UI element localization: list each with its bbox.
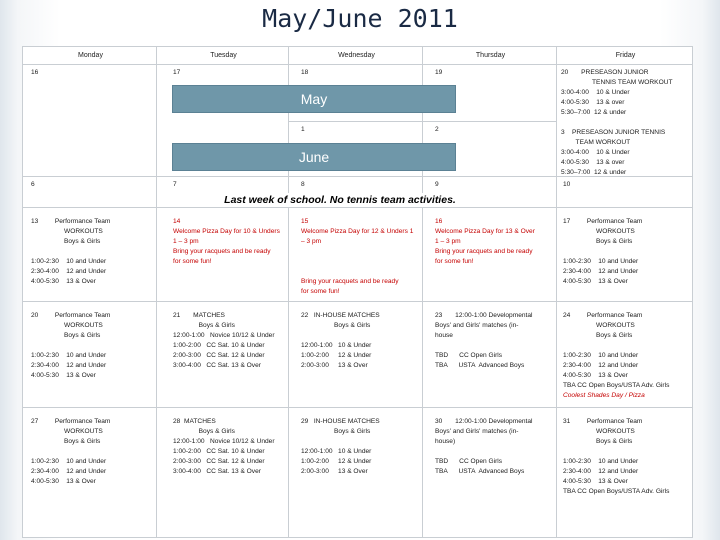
cell-line: 17 bbox=[173, 69, 181, 76]
cell-line: Boys & Girls bbox=[173, 322, 235, 329]
cell-line: Welcome Pizza Day for 12 & Unders 1 bbox=[301, 228, 414, 235]
day-cell bbox=[556, 301, 693, 408]
cell-line: 23 12:00-1:00 Developmental bbox=[435, 312, 533, 319]
header-cell bbox=[288, 46, 423, 65]
cell-line: 27 Performance Team bbox=[31, 418, 111, 425]
cell-line: Bring your racquets and be ready bbox=[435, 248, 533, 255]
day-cell bbox=[422, 301, 557, 408]
cell-line: 2:30-4:00 12 and Under bbox=[563, 268, 639, 275]
cell-line: TBA USTA Advanced Boys bbox=[435, 468, 525, 475]
cell-line: 3:00-4:00 CC Sat. 13 & Over bbox=[173, 468, 261, 475]
cell-line: 28 MATCHES bbox=[173, 418, 216, 425]
cell-line: 3 PRESEASON JUNIOR TENNIS bbox=[561, 129, 666, 136]
day-cell bbox=[288, 407, 423, 538]
day-cell bbox=[556, 207, 693, 302]
header-monday: Monday bbox=[78, 52, 103, 59]
cell-line bbox=[301, 437, 380, 447]
cell-line: 2:30-4:00 12 and Under bbox=[31, 468, 107, 475]
header-friday: Friday bbox=[615, 52, 636, 59]
cell-line: 14 bbox=[173, 218, 181, 225]
day-cell bbox=[288, 207, 423, 302]
cell-line: 1 – 3 pm bbox=[435, 238, 461, 245]
cell-line: 31 Performance Team bbox=[563, 418, 643, 425]
day-cell bbox=[22, 207, 157, 302]
day-text bbox=[435, 125, 439, 135]
cell-line: 3:00-4:00 10 & Under bbox=[561, 89, 630, 96]
day-text bbox=[301, 417, 380, 477]
cell-line: 4:00-5:30 13 & Over bbox=[31, 478, 96, 485]
cell-line: Boys & Girls bbox=[31, 238, 101, 245]
cell-line bbox=[563, 447, 669, 457]
header-tuesday: Tuesday bbox=[210, 52, 237, 59]
day-text bbox=[435, 68, 442, 78]
cell-line: WORKOUTS bbox=[563, 322, 635, 329]
cell-line: Welcome Pizza Day for 10 & Unders bbox=[173, 228, 280, 235]
day-cell bbox=[288, 301, 423, 408]
cell-line: WORKOUTS bbox=[563, 228, 635, 235]
day-text bbox=[173, 68, 180, 78]
cell-line: 3:00-4:00 CC Sat. 13 & Over bbox=[173, 362, 261, 369]
day-text bbox=[31, 217, 110, 287]
cell-line: 2:00-3:00 CC Sat. 12 & Under bbox=[173, 458, 265, 465]
cell-line: Welcome Pizza Day for 13 & Over bbox=[435, 228, 535, 235]
cell-line: Boys' and Girls' matches (in- bbox=[435, 322, 519, 329]
cell-line: Boys & Girls bbox=[31, 332, 101, 339]
cell-line: TBD CC Open Girls bbox=[435, 458, 503, 465]
cell-line: TBA CC Open Boys/USTA Adv. Girls bbox=[563, 488, 670, 495]
day-text bbox=[31, 311, 110, 381]
cell-line bbox=[301, 267, 413, 277]
cell-line bbox=[31, 447, 110, 457]
cell-line: 1:00-2:30 10 and Under bbox=[563, 352, 639, 359]
cell-line: Boys & Girls bbox=[563, 238, 633, 245]
cell-line: 4:00-5:30 13 & Over bbox=[563, 278, 628, 285]
may-banner: May bbox=[172, 85, 456, 113]
day-text bbox=[301, 68, 308, 78]
cell-line: 1:00-2:30 10 and Under bbox=[563, 258, 639, 265]
header-cell bbox=[422, 46, 557, 65]
cell-line: WORKOUTS bbox=[31, 428, 103, 435]
cell-line: Boys & Girls bbox=[301, 428, 371, 435]
cell-line: 7 bbox=[173, 181, 177, 188]
cell-line: 9 bbox=[435, 181, 439, 188]
cell-line: 19 bbox=[435, 69, 443, 76]
day-cell bbox=[22, 64, 157, 177]
cell-line: Bring your racquets and be ready bbox=[173, 248, 271, 255]
day-text bbox=[31, 417, 110, 487]
header-thursday: Thursday bbox=[475, 52, 506, 59]
cell-line: 22 IN-HOUSE MATCHES bbox=[301, 312, 380, 319]
cell-line: 12:00-1:00 10 & Under bbox=[301, 448, 372, 455]
day-text bbox=[563, 180, 570, 190]
cell-line: 20 Performance Team bbox=[31, 312, 111, 319]
day-text bbox=[561, 68, 673, 177]
cell-line: 1:00-2:30 10 and Under bbox=[563, 458, 639, 465]
june-banner: June bbox=[172, 143, 456, 171]
cell-line: 16 bbox=[31, 69, 39, 76]
cell-line: 2 bbox=[435, 126, 439, 133]
day-text bbox=[563, 417, 669, 497]
cell-line: 1:00-2:00 CC Sat. 10 & Under bbox=[173, 342, 265, 349]
cell-line bbox=[435, 447, 533, 457]
cell-line: WORKOUTS bbox=[31, 322, 103, 329]
cell-line: 4:00-5:30 13 & over bbox=[561, 159, 625, 166]
cell-line: 12:00-1:00 Novice 10/12 & Under bbox=[173, 332, 275, 339]
cell-line: 3:00-4:00 10 & Under bbox=[561, 149, 630, 156]
cell-line: for some fun! bbox=[301, 288, 340, 295]
cell-line: Boys & Girls bbox=[173, 428, 235, 435]
cell-line: 1 bbox=[301, 126, 305, 133]
header-cell bbox=[556, 46, 693, 65]
cell-line: for some fun! bbox=[173, 258, 212, 265]
day-text bbox=[435, 180, 439, 190]
cell-line: – 3 pm bbox=[301, 238, 322, 245]
day-text bbox=[563, 311, 669, 391]
cell-line: 4:00-5:30 13 & Over bbox=[563, 372, 628, 379]
cell-line: Boys & Girls bbox=[563, 438, 633, 445]
calendar-grid bbox=[22, 46, 693, 538]
cell-line: 1:00-2:30 10 and Under bbox=[31, 458, 107, 465]
cell-line: Boys & Girls bbox=[31, 438, 101, 445]
day-text bbox=[173, 180, 177, 190]
cell-line: 29 IN-HOUSE MATCHES bbox=[301, 418, 380, 425]
day-text bbox=[31, 180, 35, 190]
cell-line: 12:00-1:00 10 & Under bbox=[301, 342, 372, 349]
cell-line: for some fun! bbox=[435, 258, 474, 265]
cell-line: 15 bbox=[301, 218, 309, 225]
day-text bbox=[563, 217, 642, 287]
cell-line: TBD CC Open Girls bbox=[435, 352, 503, 359]
cell-line: TENNIS TEAM WORKOUT bbox=[561, 79, 673, 86]
cell-line: 20 PRESEASON JUNIOR bbox=[561, 69, 649, 76]
day-cell bbox=[556, 64, 693, 177]
day-text bbox=[435, 217, 535, 267]
header-cell bbox=[22, 46, 157, 65]
day-text bbox=[173, 217, 280, 267]
day-cell bbox=[156, 407, 289, 538]
cell-line: 30 12:00-1:00 Developmental bbox=[435, 418, 533, 425]
cell-line: 2:00-3:00 13 & Over bbox=[301, 468, 368, 475]
cell-line: 4:00-5:30 13 & Over bbox=[31, 372, 96, 379]
cell-line: 1:00-2:00 12 & Under bbox=[301, 458, 372, 465]
cell-line: Bring your racquets and be ready bbox=[301, 278, 399, 285]
cell-line: 1:00-2:30 10 and Under bbox=[31, 258, 107, 265]
cell-line: WORKOUTS bbox=[563, 428, 635, 435]
cell-line bbox=[561, 118, 673, 128]
cell-line: Boys' and Girls' matches (in- bbox=[435, 428, 519, 435]
header-wednesday: Wednesday bbox=[338, 52, 375, 59]
day-cell bbox=[156, 207, 289, 302]
cell-line: 12:00-1:00 Novice 10/12 & Under bbox=[173, 438, 275, 445]
day-cell bbox=[422, 407, 557, 538]
cell-line: 1:00-2:00 12 & Under bbox=[301, 352, 372, 359]
day-text bbox=[173, 417, 275, 477]
cell-line bbox=[301, 257, 413, 267]
cell-line: 17 Performance Team bbox=[563, 218, 643, 225]
day-cell bbox=[156, 301, 289, 408]
cell-line: Boys & Girls bbox=[301, 322, 371, 329]
day-text bbox=[173, 311, 275, 371]
page-title: May/June 2011 bbox=[262, 4, 458, 33]
cell-line: 5:30–7:00 12 & under bbox=[561, 109, 627, 116]
day-text bbox=[301, 217, 413, 297]
cell-line: Boys & Girls bbox=[563, 332, 633, 339]
cell-line: house) bbox=[435, 438, 456, 445]
last-week-note: Last week of school. No tennis team activities. bbox=[202, 193, 478, 208]
cell-line: house bbox=[435, 332, 453, 339]
cell-line: 10 bbox=[563, 181, 571, 188]
day-cell bbox=[22, 176, 157, 208]
cell-line: TEAM WORKOUT bbox=[561, 139, 631, 146]
cell-line: 8 bbox=[301, 181, 305, 188]
cell-line: 1 – 3 pm bbox=[173, 238, 199, 245]
cell-line: TBA USTA Advanced Boys bbox=[435, 362, 525, 369]
cell-line: 5:30–7:00 12 & under bbox=[561, 169, 627, 176]
cell-line bbox=[31, 341, 110, 351]
cell-line bbox=[301, 247, 413, 257]
day-text bbox=[301, 180, 305, 190]
day-cell bbox=[22, 301, 157, 408]
day-text bbox=[435, 417, 533, 477]
cell-line: 16 bbox=[435, 218, 443, 225]
day-cell bbox=[556, 176, 693, 208]
cell-line: 1:00-2:00 CC Sat. 10 & Under bbox=[173, 448, 265, 455]
cell-line: 4:00-5:30 13 & Over bbox=[563, 478, 628, 485]
cell-line: 2:30-4:00 12 and Under bbox=[31, 268, 107, 275]
cell-line: 2:30-4:00 12 and Under bbox=[563, 362, 639, 369]
cell-line: 21 MATCHES bbox=[173, 312, 225, 319]
day-text bbox=[435, 311, 533, 371]
day-cell bbox=[422, 207, 557, 302]
cell-line: 24 Performance Team bbox=[563, 312, 643, 319]
day-text bbox=[301, 311, 380, 371]
cell-line: 4:00-5:30 13 & Over bbox=[31, 278, 96, 285]
cell-line: 13 Performance Team bbox=[31, 218, 111, 225]
cell-line bbox=[435, 341, 533, 351]
cell-line: 2:30-4:00 12 and Under bbox=[31, 362, 107, 369]
cell-line: 4:00-5:30 13 & over bbox=[561, 99, 625, 106]
cell-line: WORKOUTS bbox=[31, 228, 103, 235]
cell-line: 2:00-3:00 13 & Over bbox=[301, 362, 368, 369]
cell-line: 2:30-4:00 12 and Under bbox=[563, 468, 639, 475]
cell-line bbox=[31, 247, 110, 257]
cell-line: TBA CC Open Boys/USTA Adv. Girls bbox=[563, 382, 670, 389]
day-cell bbox=[22, 407, 157, 538]
cell-line: 18 bbox=[301, 69, 309, 76]
cell-line: 1:00-2:30 10 and Under bbox=[31, 352, 107, 359]
cell-line bbox=[301, 331, 380, 341]
coolest-shades-note: Coolest Shades Day / Pizza bbox=[563, 392, 645, 399]
day-cell bbox=[556, 407, 693, 538]
cell-line bbox=[563, 341, 669, 351]
header-cell bbox=[156, 46, 289, 65]
day-text bbox=[301, 125, 305, 135]
cell-line: 6 bbox=[31, 181, 35, 188]
day-text bbox=[31, 68, 38, 78]
cell-line: 2:00-3:00 CC Sat. 12 & Under bbox=[173, 352, 265, 359]
cell-line bbox=[563, 247, 642, 257]
